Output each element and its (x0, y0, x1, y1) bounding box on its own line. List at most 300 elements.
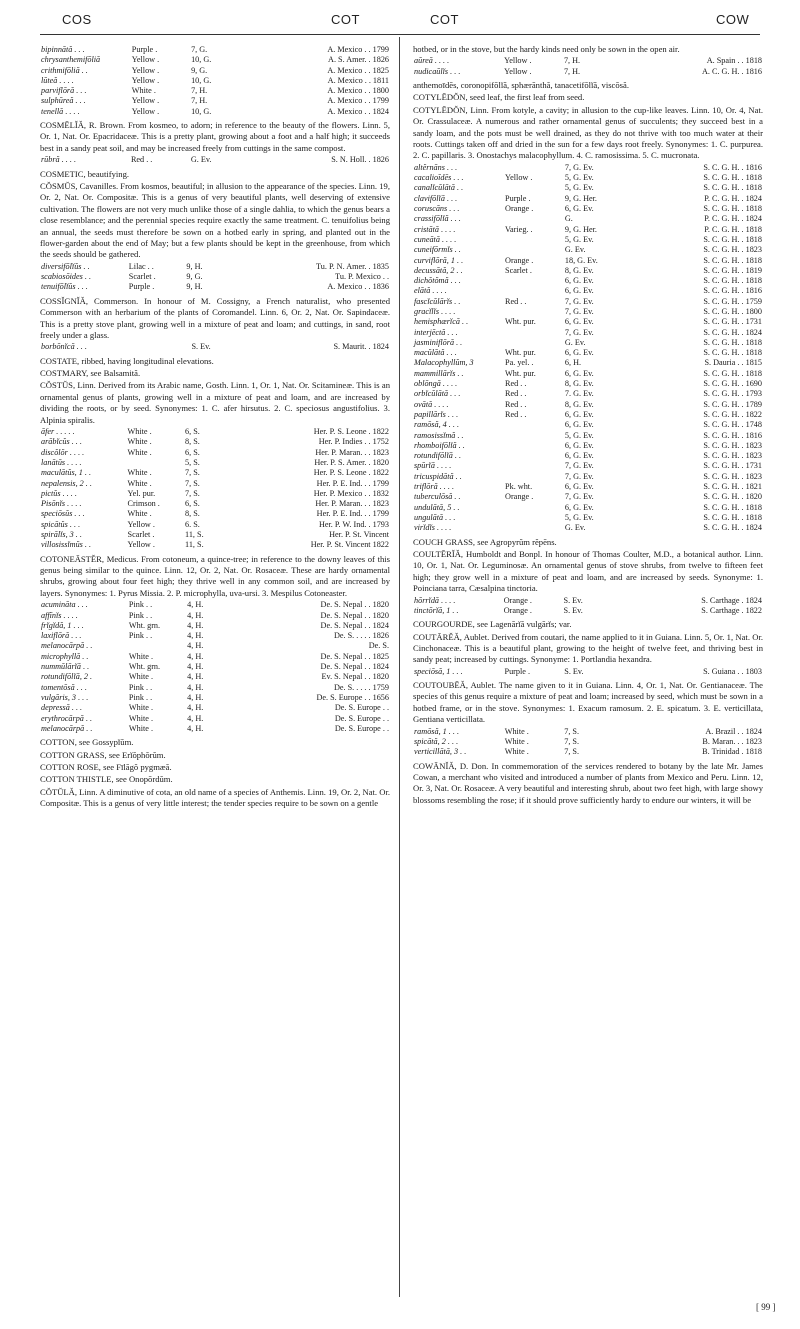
height-cell: 6, G. Ev. (564, 482, 594, 492)
species-name-cell: speciōsŭs . . . (41, 509, 85, 519)
height-cell: 7, S. (185, 468, 200, 478)
habit-origin-year-cell: S. Carthage . 1824 (701, 595, 762, 605)
habit-origin-year-cell: S. C. G. H. . 1818 (703, 337, 762, 347)
colour-cell: Orange . (503, 595, 532, 605)
species-name-cell: cacalioīdēs . . . (414, 173, 464, 183)
height-cell: 7, G. Ev. (564, 327, 594, 337)
table-row (413, 410, 763, 420)
colour-cell: White . (127, 468, 152, 478)
species-name-cell: diversifōlĭŭs . . (41, 261, 90, 271)
species-name-cell: āfer . . . . . (41, 427, 75, 437)
table-row (40, 96, 390, 106)
height-cell: 9, G. (191, 65, 208, 75)
table-row (40, 499, 390, 509)
height-cell: 4, H. (187, 641, 204, 651)
table-row (413, 431, 763, 441)
species-name-cell: frĭgĭdă, 1 . . . (41, 620, 84, 630)
height-cell: 4, H. (187, 713, 204, 723)
colour-cell: White . (127, 447, 152, 457)
height-cell: 7, S. (564, 726, 580, 736)
table-row (413, 204, 763, 214)
table-row (413, 606, 763, 616)
species-name-cell: altĕrnāns . . . (414, 162, 458, 172)
entry-paragraph: CŎSMŬS, Cavanilles. From kosmos, beautiful; in allusion to the appearance of the species. Linn. 19, Or. 2, Nat. Or. Compositæ. This is a genus of very beautiful plants, well deserving of extensive cultivation. The flowers are not very much unlike those of a single dahlia, to which the genus bears a close resemblance; and the perennial species require exactly the same treatment. C. tenuifolius being an annual, the seeds must therefore be sown on a hotbed early in spring, and planted out in the flower-garden about the end of May; but a few plants should be kept in the greenhouse, from which the seeds should be gathered. (40, 181, 390, 260)
entry-paragraph: COTTON, see Gossypĭŭm. (40, 737, 134, 748)
colour-cell: Orange . (505, 255, 534, 265)
colour-cell (504, 441, 564, 451)
habit-origin-year-cell: Her. P. Maran. . . 1823 (315, 447, 389, 457)
entry-paragraph: COTTON ROSE, see Fīlāgŏ pygmæă. (40, 761, 172, 772)
colour-cell (504, 523, 564, 533)
table-row (40, 342, 390, 352)
colour-cell: Scarlet . (128, 272, 156, 282)
species-name-cell: ungulātă . . . (414, 512, 456, 522)
species-name-cell: nepalensis, 2 . . (41, 478, 92, 488)
species-name-cell: crassifōlĭă . . . (414, 214, 461, 224)
colour-cell: Red . . (505, 379, 527, 389)
habit-origin-year-cell: A. Mexico . . 1799 (327, 45, 389, 54)
running-head-right-first: COT (430, 12, 459, 27)
table-row (413, 513, 763, 523)
habit-origin-year-cell: Her. P. Indies . . 1752 (318, 437, 389, 447)
entry-paragraph: COUCH GRASS, see Agropyrŭm rĕpēns. (413, 536, 557, 547)
height-cell: 6, S. (185, 447, 200, 457)
habit-origin-year-cell: S. C. G. H. . 1818 (703, 173, 762, 183)
habit-origin-year-cell: S. C. G. H. . 1731 (703, 317, 762, 327)
habit-origin-year-cell: A. Mexico . . 1836 (327, 282, 389, 292)
entry-paragraph: COSMETIC, beautifying. (40, 168, 130, 179)
species-name-cell: aūreă . . . . (414, 56, 450, 66)
species-name-cell: oblōngă . . . . (414, 379, 458, 389)
table-row (413, 173, 763, 183)
habit-origin-year-cell: S. Dauria . . 1815 (704, 358, 762, 368)
table-row (413, 297, 763, 307)
colour-cell: Scarlet . (505, 265, 532, 275)
height-cell: 7, H. (563, 56, 581, 66)
colour-cell (504, 503, 564, 513)
colour-cell (504, 286, 564, 296)
height-cell: S. Ev. (563, 595, 583, 605)
species-name-cell: spicātŭs . . . (41, 519, 81, 529)
habit-origin-year-cell: S. N. Holl. . 1826 (331, 155, 389, 165)
colour-cell: Pink . . (128, 610, 153, 620)
species-name-cell: depressă . . . (41, 703, 83, 713)
table-row (413, 338, 763, 348)
height-cell: 9, H. (186, 261, 203, 271)
table-row (413, 317, 763, 327)
entry-paragraph: COWĀNĬĂ, D. Don. In commemoration of the services rendered to botany by the late Mr. James Cowan, a merchant who visited and introduced a number of plants from Mexico and Peru. Linn. 12, Or. 3, Nat. Or. Rosaceæ. A very beautiful and interesting shrub, about two feet high, with large showy blossoms resembling the rose; if it should prove sufficiently hardy to endure our winters, it will be (413, 760, 763, 805)
table-row (413, 482, 763, 492)
table-row (40, 489, 390, 499)
habit-origin-year-cell: S. Carthage . 1822 (701, 605, 762, 615)
table-row (413, 358, 763, 368)
table-row (413, 379, 763, 389)
colour-cell: Yellow . (504, 66, 532, 76)
table-row (413, 245, 763, 255)
colour-cell: Pink . . (128, 600, 153, 610)
colour-cell: Yellow . (131, 75, 160, 85)
table-row (40, 45, 390, 55)
table-row (413, 56, 763, 66)
entry-paragraph: COUTĀRĔĂ, Aublet. Derived from coutari, the name applied to it in Guiana. Linn. 5, Or. 1, Nat. Or. Cinchonaceæ. This is a beautiful plant, growing to the height of twelve feet, and thriving best in sandy peat; increased by cuttings. Synonyme: 1. Portlandia hexandra. (413, 631, 763, 665)
habit-origin-year-cell: Her. P. S. Leone . 1822 (313, 468, 389, 478)
species-name-cell: borbōnĭcă . . . (41, 342, 87, 352)
table-row (413, 389, 763, 399)
habit-origin-year-cell: S. C. G. H. . 1818 (703, 276, 762, 286)
colour-cell: Crimson . (127, 499, 160, 509)
table-row (413, 194, 763, 204)
species-name-cell: orbĭcŭlātă . . . (414, 389, 461, 399)
species-name-cell: coruscāns . . . (414, 204, 460, 214)
table-row (413, 492, 763, 502)
table-row (413, 503, 763, 513)
habit-origin-year-cell: A. Mexico . . 1799 (327, 96, 389, 106)
height-cell: 6, G. Ev. (564, 409, 594, 419)
species-name-cell: erythrocārpă . . (41, 713, 93, 723)
species-name-cell: spūrĭă . . . . (414, 461, 452, 471)
species-name-cell: chrysanthemifōliă (41, 55, 101, 65)
entry-paragraph: CŎSTŬS, Linn. Derived from its Arabic name, Gosth. Linn. 1, Or. 1, Nat. Or. Scitamineæ. This is an ornamental genus of plants, growing well in a mixture of peat and loam, and are increased by dividing the roots, or by seed. Synonymes: 1. C. afer hirsutus. 2. C. speciosus angustifolius. 3. Alpinia spiralis. (40, 380, 390, 425)
colour-cell: Wht. pur. (505, 348, 536, 358)
habit-origin-year-cell: S. C. G. H. . 1816 (703, 286, 762, 296)
table-row (40, 458, 390, 468)
height-cell: 7, G. Ev. (564, 162, 594, 172)
running-head-left-first: COS (62, 12, 92, 27)
colour-cell (504, 472, 564, 482)
table-row (413, 727, 763, 737)
table-row (413, 266, 763, 276)
height-cell: 6, G. Ev. (564, 204, 594, 214)
species-name-cell: scabiosōides . . (41, 272, 92, 282)
species-table (413, 163, 763, 534)
species-name-cell: ramōsă, 4 . . . (414, 420, 460, 430)
height-cell: 4, H. (187, 692, 204, 702)
species-name-cell: speciōsă, 1 . . . (414, 666, 463, 676)
colour-cell: Orange . (505, 492, 534, 502)
colour-cell: Wht. grn. (128, 662, 161, 672)
table-row (40, 683, 390, 693)
colour-cell (131, 342, 190, 352)
table-row (413, 737, 763, 747)
habit-origin-year-cell: S. C. G. H. . 1793 (703, 389, 762, 399)
left-column (40, 44, 390, 811)
height-cell: G. Ev. (564, 337, 586, 347)
species-name-cell: cuneifōrmĭs . . (414, 245, 461, 255)
habit-origin-year-cell: A. Mexico . . 1800 (327, 86, 389, 96)
species-name-cell: interjēctă . . . (414, 327, 458, 337)
entry-paragraph: COTTON GRASS, see Erĭŏphŏrŭm. (40, 749, 166, 760)
table-row (413, 596, 763, 606)
height-cell: 10, G. (191, 55, 212, 65)
habit-origin-year-cell: S. Guiana . . 1803 (703, 666, 762, 676)
species-table (413, 596, 763, 617)
habit-origin-year-cell: Her. P. W. Ind. . 1793 (318, 519, 389, 529)
colour-cell (127, 458, 185, 468)
habit-origin-year-cell: S. C. G. H. . 1690 (703, 379, 762, 389)
species-name-cell: tuberculōsă . . (414, 492, 461, 502)
colour-cell (504, 513, 564, 523)
height-cell: S. Ev. (191, 342, 211, 352)
height-cell: 5, G. Ev. (564, 430, 594, 440)
colour-cell: White . (128, 672, 154, 682)
table-row (413, 328, 763, 338)
table-row (413, 214, 763, 224)
colour-cell: White . (504, 747, 529, 757)
species-table (40, 45, 390, 117)
height-cell: 9, H. (186, 282, 203, 292)
species-name-cell: tinctōrĭă, 1 . . (414, 605, 459, 615)
height-cell: 4, H. (187, 651, 204, 661)
habit-origin-year-cell: Tu. P. N. Amer. . 1835 (316, 261, 389, 271)
colour-cell: Yel. pur. (127, 488, 156, 498)
height-cell: 7, S. (564, 737, 580, 746)
colour-cell (504, 307, 564, 317)
height-cell: 8, G. Ev. (564, 379, 594, 389)
habit-origin-year-cell: S. C. G. H. . 1759 (703, 296, 762, 306)
entry-paragraph: CŎTŬLĂ, Linn. A diminutive of cota, an old name of a species of Anthemis. Linn. 19, Or. 2, Nat. Or. Compositæ. This is a genus of very little interest; the tender species require to be sown on a gentle (40, 786, 390, 809)
table-row (40, 427, 390, 437)
table-row (40, 693, 390, 703)
species-name-cell: triflōră . . . . (414, 482, 455, 492)
height-cell: 7, G. Ev. (564, 296, 594, 306)
habit-origin-year-cell: A. Spain . . 1818 (706, 56, 762, 66)
species-name-cell: sulphūreă . . . (41, 96, 86, 106)
height-cell: 6, G. Ev. (564, 440, 594, 450)
table-row (413, 461, 763, 471)
species-name-cell: jasminiflōră . . (414, 337, 463, 347)
table-row (40, 437, 390, 447)
height-cell: 5, G. Ev. (564, 234, 594, 244)
table-row (40, 714, 390, 724)
species-name-cell: tenellă . . . . (41, 106, 80, 116)
header-rule (40, 34, 760, 35)
habit-origin-year-cell: Tu. P. Mexico . . (335, 272, 389, 282)
habit-origin-year-cell: S. C. G. H. . 1824 (703, 523, 762, 533)
colour-cell: Yellow . (127, 540, 155, 550)
species-name-cell: ramosissĭmă . . (414, 430, 464, 440)
colour-cell: Wht. pur. (505, 317, 536, 327)
height-cell: 10, G. (191, 75, 212, 85)
species-name-cell: cuneātă . . . . (414, 234, 457, 244)
colour-cell (504, 328, 564, 338)
height-cell: 7, S. (185, 478, 200, 488)
height-cell: 9, G. (186, 272, 203, 282)
colour-cell: White . (127, 437, 152, 447)
height-cell: 9, G. Her. (564, 193, 597, 203)
height-cell: 6, G. Ev. (564, 286, 594, 296)
table-row (413, 67, 763, 77)
colour-cell: Purple . (131, 45, 158, 54)
page-header (0, 0, 800, 40)
habit-origin-year-cell: Her. P. Mexico . . 1832 (313, 488, 389, 498)
entry-paragraph: COSSĬGNĬĂ, Commerson. In honour of M. Cossigny, a French naturalist, who presented Commerson with an herbarium of the plants of Coromandel. Linn. 6, Or. 2, Nat. Or. Sapindaceæ. This is a pretty stove plant, growing well in a mixture of peat and loam; and cuttings, in sand, root freely under a glass. (40, 295, 390, 340)
species-name-cell: spicātă, 2 . . . (414, 737, 459, 746)
colour-cell: Purple . (505, 193, 531, 203)
height-cell: 4, H. (187, 620, 204, 630)
entry-paragraph: COTONEĀSTĔR, Medicus. From cotoneum, a quince-tree; in reference to the downy leaves of this genus being similar to the quince. Linn. 12, Or. 2, Nat. Or. Rosaceæ. These are hardy ornamental shrubs, growing about four feet high; they thrive well in any common soil, and are increased by layers. Synonymes: 1. Pyrus Missia. 2. P. microphylla, uva-ursi. 3. Mespilus Cotoneaster. (40, 553, 390, 598)
colour-cell: White . (128, 703, 154, 713)
colour-cell: Orange . (503, 605, 532, 615)
height-cell: 6, G. Ev. (564, 502, 594, 512)
height-cell: 4, H. (187, 723, 204, 733)
habit-origin-year-cell: A. S. Amer. . 1826 (328, 55, 389, 65)
species-name-cell: rotundifōlĭă, 2 . (41, 672, 93, 682)
habit-origin-year-cell: S. C. G. H. . 1818 (703, 204, 762, 214)
colour-cell: White . (128, 713, 154, 723)
height-cell: 7, G. Ev. (564, 307, 594, 316)
species-name-cell: canalĭcŭlātă . . (414, 183, 464, 193)
habit-origin-year-cell: Her. P. S. Amer. . 1820 (314, 457, 389, 467)
species-name-cell: macŭlātă . . . (414, 348, 457, 358)
table-row (413, 225, 763, 235)
colour-cell: White . (127, 509, 152, 519)
colour-cell: Pink . . (128, 631, 153, 641)
height-cell: 4, H. (187, 703, 204, 713)
species-name-cell: Malacophyllŭm, 3 (414, 358, 474, 368)
colour-cell (504, 183, 564, 193)
colour-cell: Yellow . (127, 519, 155, 529)
colour-cell: White . (127, 478, 152, 488)
habit-origin-year-cell: A. Mexico . . 1825 (327, 65, 389, 75)
habit-origin-year-cell: S. C. G. H. . 1820 (703, 492, 762, 502)
colour-cell: Scarlet . (127, 530, 155, 540)
species-name-cell: melanocārpă . . (41, 723, 93, 733)
colour-cell: Pink . . (128, 682, 153, 692)
habit-origin-year-cell: S. C. G. H. . 1818 (703, 368, 762, 378)
habit-origin-year-cell: De. S. Europe . . (334, 703, 389, 713)
colour-cell: Yellow . (131, 65, 160, 75)
height-cell: 7, H. (191, 96, 208, 106)
height-cell: 4, H. (187, 600, 204, 610)
table-row (40, 55, 390, 65)
entry-paragraph: COULTĒRĬĂ, Humboldt and Bonpl. In honour of Thomas Coulter, M.D., a botanical author. Linn. 10, Or. 1, Nat. Or. Leguminosæ. An ornamental genus of stove shrubs, from twelve to fifteen feet high; they grow well in a mixture of peat and loam, and are increased by seeds. Synonyme: 1. Poinciana tarra, Cæsalpina tinctoria. (413, 548, 763, 594)
table-row (40, 652, 390, 662)
species-name-cell: Pisōnĭs . . . . (41, 499, 82, 509)
height-cell: 7, S. (185, 488, 200, 498)
colour-cell: Red . . (130, 155, 153, 165)
table-row (413, 472, 763, 482)
habit-origin-year-cell: Her. P. E. Ind. . . 1799 (316, 509, 389, 519)
table-row (40, 520, 390, 530)
colour-cell (504, 245, 564, 255)
height-cell: 8, S. (185, 437, 200, 447)
colour-cell: White . (504, 726, 529, 736)
table-row (413, 307, 763, 317)
species-name-cell: verticillātă, 3 . . (414, 747, 467, 757)
height-cell: 18, G. Ev. (564, 255, 598, 265)
height-cell: 6, G. Ev. (564, 317, 594, 327)
height-cell: 10, G. (191, 106, 212, 116)
height-cell: 5, G. Ev. (564, 173, 594, 183)
colour-cell: Purple . (504, 666, 530, 676)
species-name-cell: tenuifōlĭŭs . . . (41, 282, 88, 292)
height-cell: 4, H. (187, 672, 204, 682)
habit-origin-year-cell: S. C. G. H. . 1823 (703, 471, 762, 481)
habit-origin-year-cell: S. C. G. H. . 1823 (703, 245, 762, 255)
height-cell: 7, S. (564, 747, 580, 757)
colour-cell: Wht. pur. (505, 368, 536, 378)
height-cell: G. Ev. (190, 155, 212, 165)
species-name-cell: lūteă . . . . (41, 75, 74, 85)
species-name-cell: nudicaūlĭs . . . (414, 66, 461, 76)
habit-origin-year-cell: Her. P. Maran. . . 1823 (315, 499, 389, 509)
species-name-cell: pictŭs . . . . (41, 488, 77, 498)
entry-paragraph: COTYLĒDŎN, Linn. From kotyle, a cavity; in allusion to the cup-like leaves. Linn. 10, Or. 4, Nat. Or. Crassulaceæ. A numerous and rather ornamental genus of succulents; they succeed best in a sandy loam, and the pots must be well drained, as they do not thrive with too much water at their roots. Cuttings taken off and dried in the sun for a few days root freely. Synonymes: 1. C. purpurea. 2. C. papillaris. 3. Onostachys malacophyllum. 4. C. ramosissima. 5. C. mucronata. (413, 104, 763, 161)
height-cell: 7, G. (191, 45, 208, 54)
colour-cell (504, 338, 564, 348)
height-cell: 7, H. (563, 66, 581, 76)
colour-cell: Red . . (505, 296, 527, 306)
species-name-cell: elātă . . . . (414, 286, 447, 296)
height-cell: 4, H. (187, 610, 204, 620)
species-name-cell: acumināta . . . (41, 600, 88, 610)
table-row (413, 369, 763, 379)
habit-origin-year-cell: S. C. G. H. . 1818 (703, 234, 762, 244)
species-name-cell: arābĭcŭs . . . (41, 437, 82, 447)
table-row (413, 523, 763, 533)
habit-origin-year-cell: De. S. Europe . . (334, 713, 389, 723)
species-name-cell: affīnĭs . . . . (41, 610, 78, 620)
table-row (40, 262, 390, 272)
height-cell: 7. G. Ev. (564, 389, 594, 399)
habit-origin-year-cell: Ev. S. Nepal . . 1820 (321, 672, 389, 682)
entry-paragraph: COTTON THISTLE, see Onopōrdŭm. (40, 774, 173, 785)
colour-cell: Pink . . (128, 692, 153, 702)
height-cell: 8, S. (185, 509, 200, 519)
table-row (40, 272, 390, 282)
species-name-cell: ramōsă, 1 . . . (414, 726, 460, 736)
species-name-cell: maculātŭs, 1 . . (41, 468, 92, 478)
height-cell: 6, G. Ev. (564, 348, 594, 358)
species-name-cell: vulgāris, 3 . . . (41, 692, 89, 702)
height-cell: G. Ev. (564, 245, 586, 255)
height-cell: S. Ev. (563, 605, 583, 615)
species-name-cell: laxiflōră . . . (41, 631, 82, 641)
species-name-cell: hemisphærĭcă . . (414, 317, 469, 327)
colour-cell: Orange . (505, 204, 534, 214)
table-row (413, 183, 763, 193)
height-cell: 6, S. (185, 427, 200, 437)
page-number: [ 99 ] (756, 1302, 776, 1312)
table-row (40, 600, 390, 610)
table-row (40, 509, 390, 519)
species-name-cell: microphyllă . . (41, 651, 89, 661)
table-row (40, 662, 390, 672)
table-row (40, 641, 390, 651)
height-cell: 5, S. (185, 457, 200, 467)
table-row (40, 611, 390, 621)
height-cell: 4, H. (187, 662, 204, 672)
habit-origin-year-cell: B. Trinidad . 1818 (702, 747, 762, 757)
species-name-cell: fascĭcŭlārĭs . . (414, 296, 461, 306)
height-cell: 6, G. Ev. (564, 368, 594, 378)
table-row (413, 348, 763, 358)
habit-origin-year-cell: S. C. G. H. . 1818 (703, 502, 762, 512)
species-table (413, 667, 763, 677)
species-table (40, 155, 390, 165)
table-row (413, 747, 763, 757)
height-cell: 6. S. (185, 519, 200, 529)
height-cell: 11, S. (185, 530, 204, 540)
habit-origin-year-cell: De. S. Nepal . . 1824 (320, 662, 389, 672)
entry-paragraph: COSMĒLĬĂ, R. Brown. From kosmeo, to adorn; in reference to the beauty of the flowers. Linn. 5, Or. 1, Nat. Or. Epacridaceæ. This is a pretty plant, growing about a foot and a half high; it succeeds best in a sandy peat soil, and may be increased freely from cuttings in the same compost. (40, 120, 390, 153)
species-name-cell: nummŭlārĭă . . (41, 662, 90, 672)
habit-origin-year-cell: Her. P. St. Vincent 1822 (310, 540, 389, 550)
entry-paragraph: anthemoīdēs, coronopifōlĭă, sphærānthă, tanacetifōlĭă, viscōsă. (413, 80, 629, 90)
habit-origin-year-cell: S. C. G. H. . 1821 (703, 482, 762, 492)
colour-cell (504, 276, 564, 286)
table-row (40, 631, 390, 641)
